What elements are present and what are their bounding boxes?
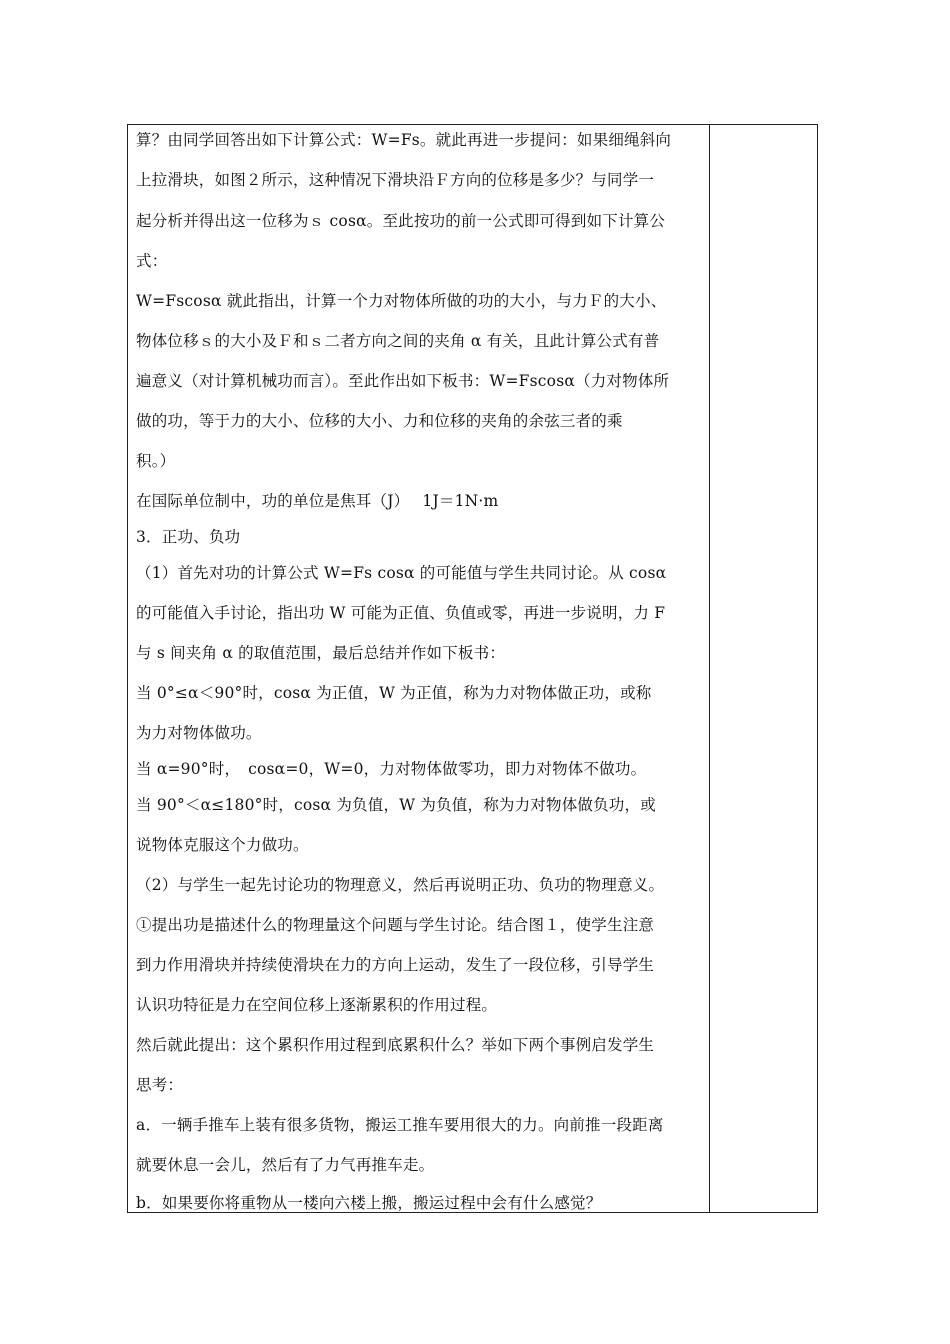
text-line: 起分析并得出这一位移为ｓ cosα。至此按功的前一公式即可得到如下计算公 (136, 212, 666, 230)
text-line: W=Fscosα 就此指出，计算一个力对物体所做的功的大小，与力Ｆ的大小、 (136, 292, 667, 310)
text-line: 就要休息一会儿，然后有了力气再推车走。 (136, 1156, 435, 1174)
text-line: b．如果要你将重物从一楼向六楼上搬，搬运过程中会有什么感觉？ (136, 1194, 602, 1212)
text-line: 的可能值入手讨论，指出功 W 可能为正值、负值或零，再进一步说明，力 F (136, 604, 666, 622)
text-line: 与 s 间夹角 α 的取值范围，最后总结并作如下板书： (136, 644, 506, 662)
text-line: （2）与学生一起先讨论功的物理意义，然后再说明正功、负功的物理意义。 (136, 876, 665, 894)
text-line: 然后就此提出：这个累积作用过程到底累积什么？举如下两个事例启发学生 (136, 1036, 655, 1054)
section-heading: 3．正功、负功 (136, 528, 241, 546)
text-line: （1）首先对功的计算公式 W=Fs cosα 的可能值与学生共同讨论。从 cosα (136, 564, 667, 582)
lesson-content-cell (136, 125, 702, 1212)
text-line: 积。） (136, 452, 176, 470)
text-line: 认识功特征是力在空间位移上逐渐累积的作用过程。 (136, 996, 498, 1014)
text-line: 上拉滑块，如图２所示，这种情况下滑块沿Ｆ方向的位移是多少？与同学一 (136, 171, 655, 189)
text-line: a．一辆手推车上装有很多货物，搬运工推车要用很大的力。向前推一段距离 (136, 1116, 664, 1134)
text-line: 思考： (136, 1076, 184, 1094)
text-line: 当 α=90°时， cosα=0，W=0，力对物体做零功，即力对物体不做功。 (136, 760, 647, 778)
text-line: 到力作用滑块并持续使滑块在力的方向上运动，发生了一段位移，引导学生 (136, 956, 655, 974)
text-line: 做的功，等于力的大小、位移的大小、力和位移的夹角的余弦三者的乘 (136, 412, 623, 430)
lesson-table (127, 124, 818, 1213)
text-line: 物体位移ｓ的大小及Ｆ和ｓ二者方向之间的夹角 α 有关，且此计算公式有普 (136, 332, 660, 350)
text-line: 当 90°＜α≤180°时，cosα 为负值，W 为负值，称为力对物体做负功，或 (136, 796, 656, 814)
text-line: 在国际单位制中，功的单位是焦耳（J） 1J＝1N·m (136, 492, 499, 510)
text-line: 为力对物体做功。 (136, 724, 262, 742)
text-line: ①提出功是描述什么的物理量这个问题与学生讨论。结合图１，使学生注意 (136, 916, 655, 934)
text-line: 遍意义（对计算机械功而言）。至此作出如下板书：W=Fscosα（力对物体所 (136, 372, 670, 390)
text-line: 式： (136, 252, 168, 270)
text-line: 说物体克服这个力做功。 (136, 836, 309, 854)
notes-cell (710, 125, 817, 1212)
text-line: 当 0°≤α＜90°时，cosα 为正值，W 为正值，称为力对物体做正功，或称 (136, 684, 652, 702)
text-line: 算？由同学回答出如下计算公式：W=Fs。就此再进一步提问：如果细绳斜向 (136, 131, 672, 149)
